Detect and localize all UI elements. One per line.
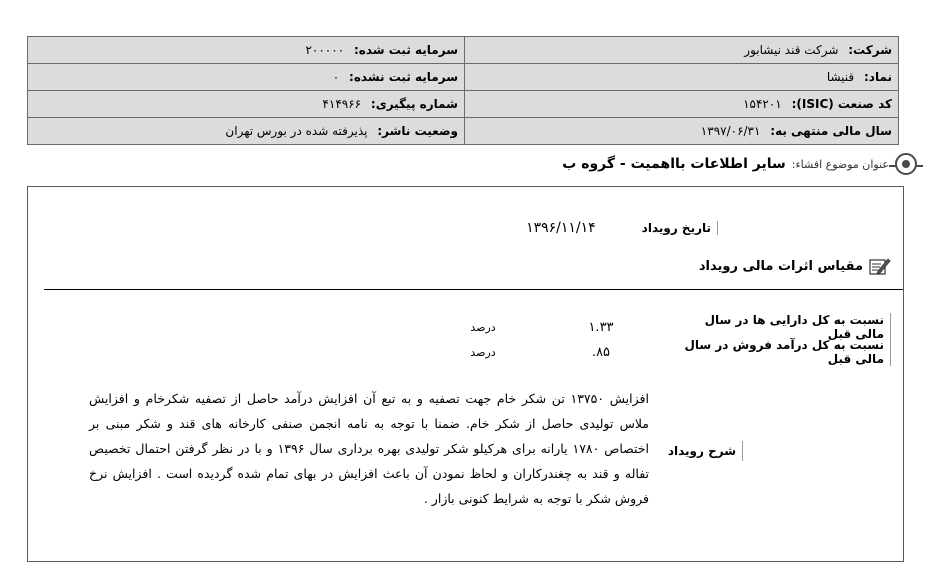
registered-capital-cell <box>28 37 465 64</box>
target-icon <box>895 153 917 175</box>
company-label: شرکت: <box>848 43 892 57</box>
registered-capital-value: ۲۰۰۰۰۰ <box>305 43 345 57</box>
description-text: افزایش ۱۳۷۵۰ تن شکر خام جهت تصفیه و به تبع آن افزایش درآمد حاصل از تصفیه شکرخام و افزایش ملاس تولیدی حاصل از شکر خام. ضمنا با توجه به نامه انجمن صنفی کارخانه های قند و شکر مبنی بر اختصاص ۱۷۸۰ یارانه برای هرکیلو شکر تولیدی بهره برداری سال ۱۳۹۶ و با در نظر گرفتن احتمال تخصیص تفاله و قند به چغندرکاران و لحاظ نمودن آن باعث افزایش در بهای تمام شده گردیده است . افزایش نرخ فروش شکر با توجه به شرایط کنونی بازار . <box>89 391 649 506</box>
event-panel <box>27 186 904 562</box>
unregistered-capital-value: ۰ <box>332 70 340 84</box>
ratio-unit: درصد <box>470 345 496 359</box>
ratio-value: ۸۵. <box>591 344 611 360</box>
symbol-label: نماد: <box>863 70 892 84</box>
company-info-table <box>27 36 899 145</box>
section-header <box>699 257 891 275</box>
ratio-label: نسبت به کل درآمد فروش در سال مالی قبل <box>684 338 891 366</box>
unregistered-capital-cell <box>28 64 465 91</box>
tracking-cell <box>28 91 465 118</box>
ratio-row-assets <box>458 313 891 341</box>
ratio-value: ۱.۳۳ <box>588 319 614 335</box>
isic-value: ۱۵۴۲۰۱ <box>743 97 782 111</box>
section-title: مقیاس اثرات مالی رویداد <box>698 258 863 274</box>
registered-capital-label: سرمایه ثبت شده: <box>353 43 458 57</box>
ratio-label: نسبت به کل دارایی ها در سال مالی قبل <box>684 313 891 341</box>
event-date-row <box>526 220 718 236</box>
publisher-status-cell <box>28 118 465 145</box>
publisher-status-label: وضعیت ناشر: <box>377 124 458 138</box>
unregistered-capital-label: سرمایه ثبت نشده: <box>349 70 458 84</box>
ratio-unit: درصد <box>470 320 496 334</box>
event-date-value: ۱۳۹۶/۱۱/۱۴ <box>526 220 596 236</box>
subject-header <box>562 153 917 175</box>
subject-prefix: عنوان موضوع افشاء: <box>791 157 889 171</box>
description-label: شرح رویداد <box>668 441 743 461</box>
info-row <box>28 118 899 145</box>
pencil-note-icon <box>869 257 891 275</box>
isic-label: کد صنعت (ISIC): <box>791 97 892 111</box>
symbol-value: قنیشا <box>826 70 855 84</box>
fiscal-year-cell <box>465 118 899 145</box>
company-value: شرکت قند نیشابور <box>744 43 839 57</box>
isic-cell <box>465 91 899 118</box>
fiscal-year-label: سال مالی منتهی به: <box>770 124 892 138</box>
subject-title: سایر اطلاعات بااهمیت - گروه ب <box>562 156 786 172</box>
tracking-label: شماره پیگیری: <box>370 97 458 111</box>
company-cell <box>465 37 899 64</box>
publisher-status-value: پذیرفته شده در بورس تهران <box>225 124 368 138</box>
ratio-row-sales <box>458 338 891 366</box>
event-date-label: تاریخ رویداد <box>642 221 718 235</box>
info-row <box>28 64 899 91</box>
section-divider <box>44 289 903 290</box>
info-row <box>28 37 899 64</box>
symbol-cell <box>465 64 899 91</box>
info-row <box>28 91 899 118</box>
tracking-value: ۴۱۴۹۶۶ <box>322 97 362 111</box>
fiscal-year-value: ۱۳۹۷/۰۶/۳۱ <box>700 124 761 138</box>
